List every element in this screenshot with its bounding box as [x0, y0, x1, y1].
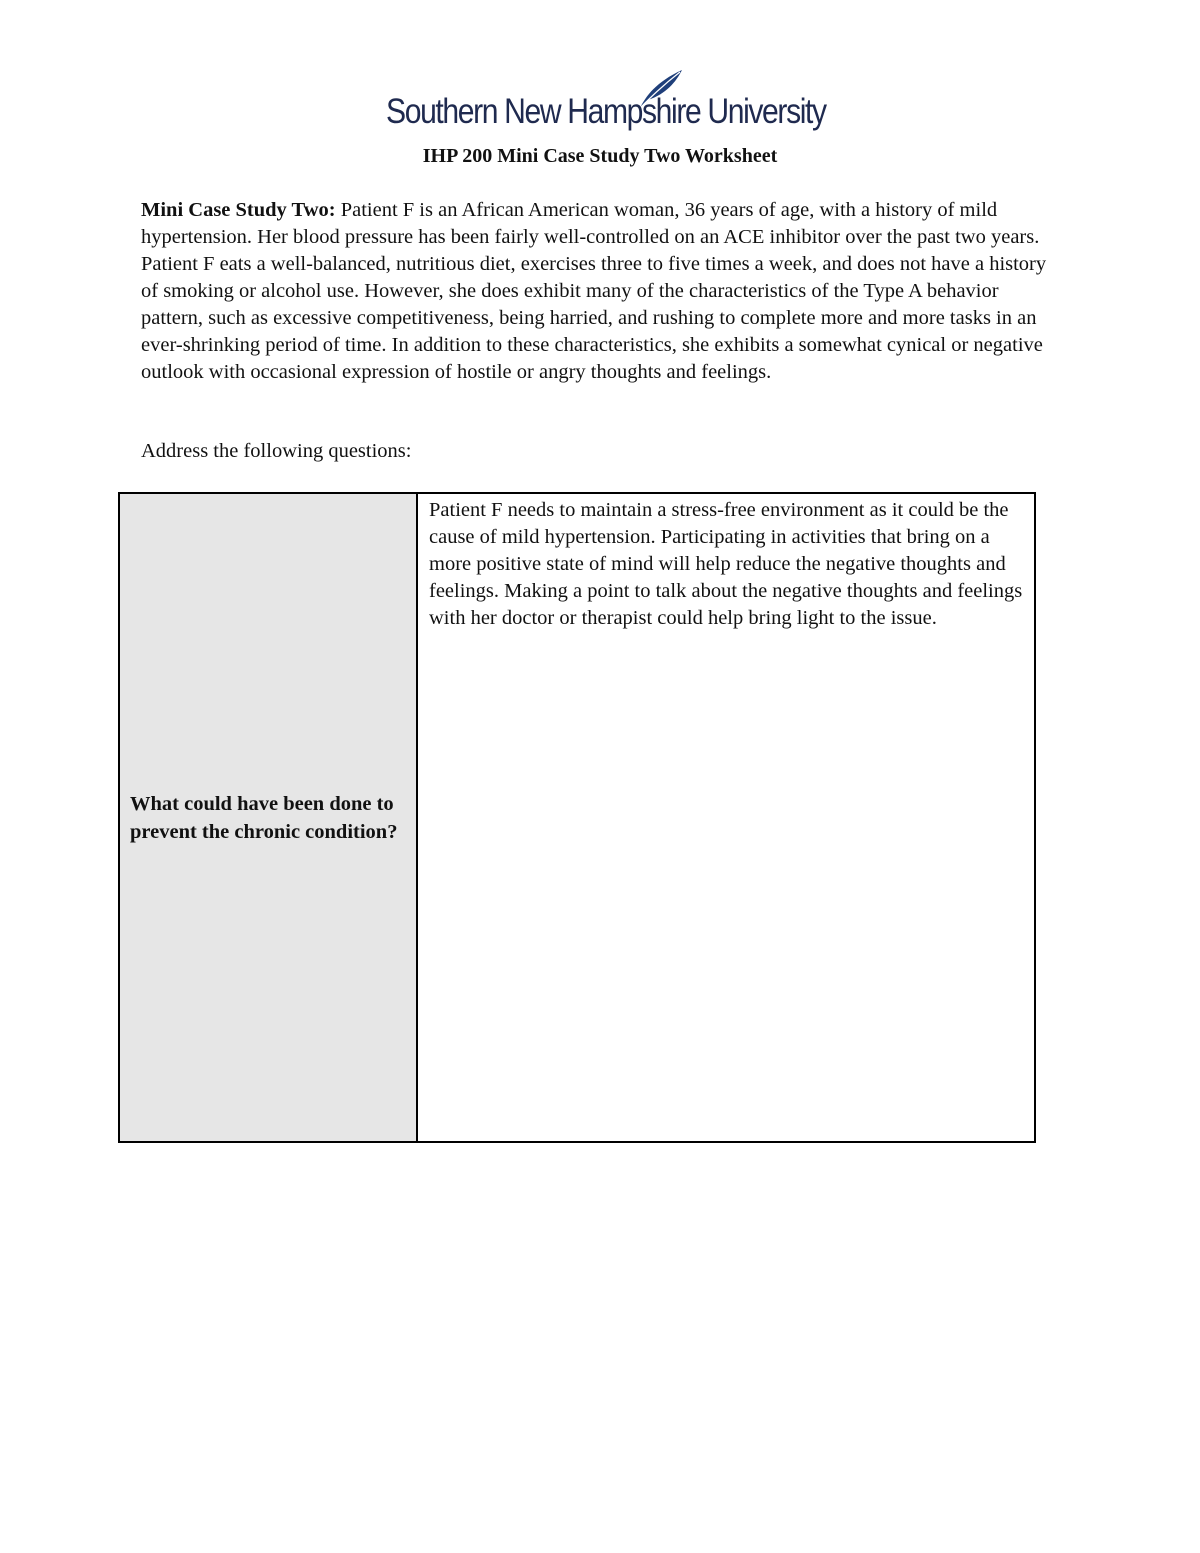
logo-wordmark: Southern New Hampshire University [386, 92, 826, 131]
answer-text: Patient F needs to maintain a stress-free environment as it could be the cause of mild hypertension. Participating in activities that bring on a more positive state of mind will help reduce the negative thoughts and feelings. Making a point to talk about the negative thoughts and feelings with her doctor or therapist could help bring light to the issue. [429, 499, 1023, 629]
questions-prompt: Address the following questions: [141, 440, 412, 462]
question-answer-table [118, 492, 1036, 1143]
case-study-intro [141, 197, 1061, 386]
page-title: IHP 200 Mini Case Study Two Worksheet [422, 145, 778, 167]
question-text: What could have been done to prevent the chronic condition? [130, 792, 398, 843]
case-study-text: Patient F is an African American woman, 36 years of age, with a history of mild hypertension. Her blood pressure has been fairly well-controlled on an ACE inhibitor over the past two years. Patient F eats a well-balanced, nutritious diet, exercises three to five times a week, and does not have a history of smoking or alcohol use. However, she does exhibit many of the characteristics of the Type A behavior pattern, such as excessive competitiveness, being harried, and rushing to complete more and more tasks in an ever-shrinking period of time. In addition to these characteristics, she exhibits a somewhat cynical or negative outlook with occasional expression of hostile or angry thoughts and feelings. [141, 199, 1047, 383]
question-cell [119, 493, 417, 1142]
case-study-label: Mini Case Study Two: [141, 199, 336, 221]
table-row [119, 493, 1035, 1142]
answer-cell[interactable] [417, 493, 1035, 1142]
university-logo [386, 68, 826, 138]
